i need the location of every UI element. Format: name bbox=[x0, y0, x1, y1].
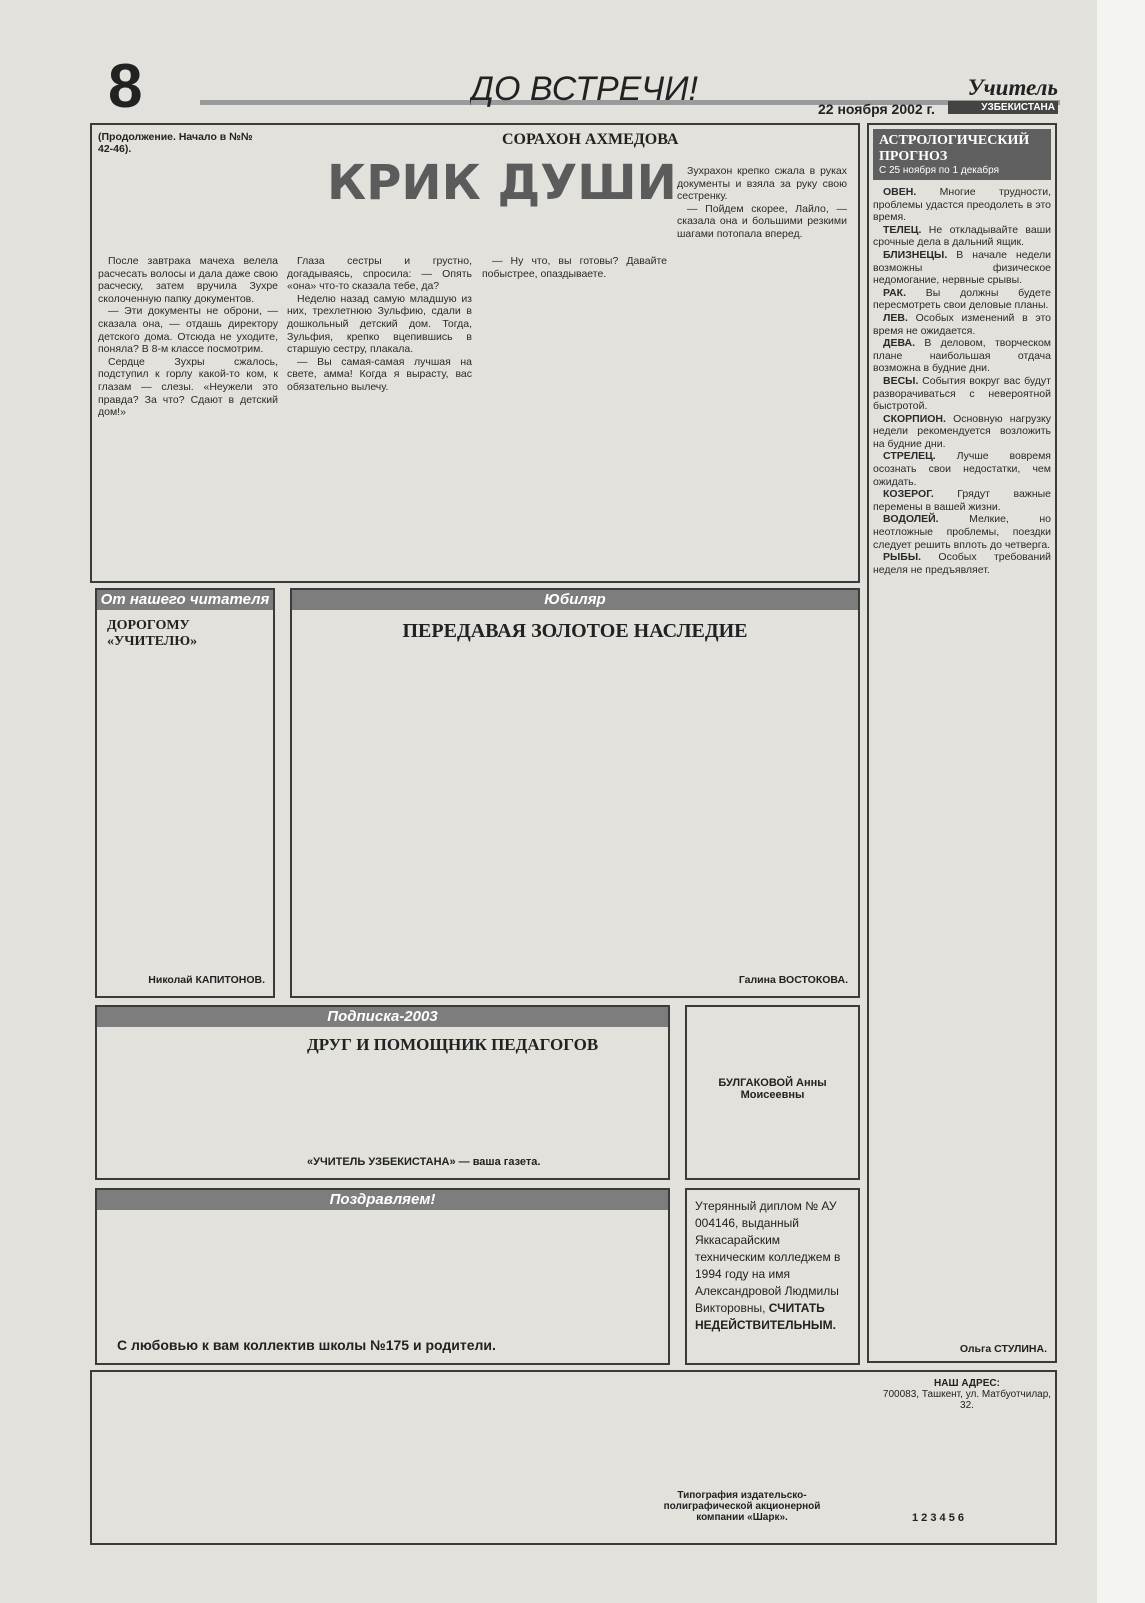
horoscope-entry bbox=[873, 375, 1051, 413]
article-column-4 bbox=[677, 165, 847, 241]
sign-text: Особых изменений в это время не ожидается. bbox=[873, 311, 1051, 337]
paragraph: Зухрахон крепко сжала в руках документы и взяла за руку свою сестренку. bbox=[677, 165, 847, 203]
horoscope-entry bbox=[873, 450, 1051, 488]
printing-house: Типография издательско-полиграфической акционерной компании «Шарк». bbox=[663, 1490, 821, 1523]
horoscope-entry bbox=[873, 551, 1051, 576]
horoscope-entry bbox=[873, 224, 1051, 249]
horoscope-entry bbox=[873, 312, 1051, 337]
astrology-title: АСТРОЛОГИЧЕСКИЙ ПРОГНОЗ bbox=[879, 133, 1030, 164]
paragraph: — Ну что, вы готовы? Давайте побыстрее, опаздываете. bbox=[482, 255, 667, 280]
jubilee-title: ПЕРЕДАВАЯ ЗОЛОТОЕ НАСЛЕДИЕ bbox=[402, 620, 748, 642]
paragraph: — Эти документы не оброни, — сказала она, — отдашь директору детского дома. Отсюда не уходите, поняла? В 8-м классе посмотрим. bbox=[98, 305, 278, 356]
masthead-logo bbox=[948, 75, 1058, 114]
lost-diploma-notice bbox=[685, 1188, 860, 1365]
sign-text: Мелкие, но неотложные проблемы, поездки следует решить вплоть до четверга. bbox=[873, 513, 1051, 551]
address-title: НАШ АДРЕС: bbox=[934, 1378, 1000, 1389]
sign-name: СКОРПИОН. bbox=[883, 412, 946, 425]
article-title: КРИК ДУШИ bbox=[327, 155, 677, 211]
article-column-2 bbox=[287, 255, 472, 394]
reader-letter bbox=[95, 588, 275, 998]
sign-name: ВЕСЫ. bbox=[883, 374, 919, 387]
article-continuation: (Продолжение. Начало в №№ 42-46). bbox=[98, 131, 253, 155]
subscription-title: ДРУГ И ПОМОЩНИК ПЕДАГОГОВ bbox=[307, 1035, 599, 1054]
article-column-1 bbox=[98, 255, 278, 419]
congratulations-box bbox=[95, 1188, 670, 1365]
sign-name: КОЗЕРОГ. bbox=[883, 488, 934, 501]
notice-text: Утерянный диплом № АУ 004146, выданный Яккасарайским техническим колледжем в 1994 году на имя Александровой Людмилы Викторовны, bbox=[695, 1199, 841, 1315]
horoscope-entry bbox=[873, 488, 1051, 513]
subscription-bar: Подписка-2003 bbox=[97, 1007, 668, 1027]
paragraph: — Вы самая-самая лучшая на свете, амма! Когда я вырасту, вас обязательно вылечу. bbox=[287, 355, 472, 393]
index-digits: 1 2 3 4 5 6 bbox=[912, 1512, 964, 1524]
paragraph: Глаза сестры и грустно, догадываясь, спросила: — Опять «она» что-то сказала тебе, да? bbox=[287, 255, 472, 293]
issue-date: 22 ноября 2002 г. bbox=[818, 101, 935, 117]
sign-name: БЛИЗНЕЦЫ. bbox=[883, 248, 948, 261]
section-title: ДО ВСТРЕЧИ! bbox=[470, 70, 698, 108]
horoscope-list bbox=[873, 186, 1051, 576]
page-number: 8 bbox=[108, 55, 143, 119]
sign-text: Основную нагрузку недели рекомендуется возложить на будние дни. bbox=[873, 412, 1051, 450]
article-column-3 bbox=[482, 255, 667, 280]
paragraph: — Пойдем скорее, Лайло, — сказала она и большими резкими шагами потопала вперед. bbox=[677, 202, 847, 240]
sign-name: СТРЕЛЕЦ. bbox=[883, 450, 936, 463]
article-author: СОРАХОН АХМЕДОВА bbox=[502, 131, 679, 148]
sign-text: Не откладывайте ваши срочные дела в дальний ящик. bbox=[873, 223, 1052, 249]
imprint-box bbox=[90, 1370, 1057, 1545]
congrats-sign: С любовью к вам коллектив школы №175 и родители. bbox=[117, 1337, 496, 1353]
horoscope-entry bbox=[873, 287, 1051, 312]
sign-name: ТЕЛЕЦ. bbox=[883, 223, 922, 236]
reader-title: ДОРОГОМУ «УЧИТЕЛЮ» bbox=[107, 618, 198, 649]
paragraph: После завтрака мачеха велела расчесать волосы и дала даже свою расческу, затем вручила Зухре сколоченную папку документов. bbox=[98, 255, 278, 305]
reader-author: Николай КАПИТОНОВ. bbox=[148, 974, 265, 986]
jubilee-bar: Юбиляр bbox=[292, 590, 858, 610]
horoscope-entry bbox=[873, 413, 1051, 451]
horoscope-entry bbox=[873, 337, 1051, 375]
sign-text: Вы должны будете пересмотреть свои деловые планы. bbox=[873, 286, 1051, 312]
paragraph: Сердце Зухры сжалось, подступил к горлу какой-то ком, к глазам — слезы. «Неужели это правда? За что? Сдают в детский дом!» bbox=[98, 355, 278, 419]
notice-emphasis: СЧИТАТЬ НЕДЕЙСТВИТЕЛЬНЫМ. bbox=[695, 1301, 836, 1332]
address-text: 700083, Ташкент, ул. Матбуотчилар, 32. bbox=[882, 1389, 1052, 1411]
subscription-sign: «УЧИТЕЛЬ УЗБЕКИСТАНА» — ваша газета. bbox=[307, 1156, 541, 1168]
subscription-box bbox=[95, 1005, 670, 1180]
sign-name: ОВЕН. bbox=[883, 186, 917, 198]
astrology-dates: С 25 ноября по 1 декабря bbox=[879, 165, 1000, 176]
scan-margin bbox=[1097, 0, 1145, 1603]
sign-text: Многие трудности, проблемы удастся преодолеть в это время. bbox=[873, 186, 1051, 224]
condolence-box bbox=[685, 1005, 860, 1180]
sign-name: ДЕВА. bbox=[883, 337, 916, 350]
logo-top: Учитель bbox=[967, 75, 1058, 100]
sign-text: В деловом, творческом плане наибольшая отдача возможна в будние дни. bbox=[873, 337, 1052, 375]
sign-name: РАК. bbox=[883, 286, 906, 299]
astrology-header bbox=[873, 129, 1051, 180]
sign-text: События вокруг вас будут разворачиваться с невероятной быстротой. bbox=[873, 374, 1051, 413]
reader-bar: От нашего читателя bbox=[97, 590, 273, 610]
logo-bottom: УЗБЕКИСТАНА bbox=[948, 101, 1058, 114]
jubilee-article bbox=[290, 588, 860, 998]
astrology-forecast bbox=[867, 123, 1057, 1363]
sign-name: ЛЕВ. bbox=[883, 311, 908, 324]
paragraph: Неделю назад самую младшую из них, трехлетнюю Зульфию, сдали в дошкольный детский дом. Тогда, Зульфия, крепко вцепившись в старшую сестру, плакала. bbox=[287, 292, 472, 356]
sign-text: Особых требований неделя не предъявляет. bbox=[873, 551, 1052, 576]
congrats-bar: Поздравляем! bbox=[97, 1190, 668, 1210]
horoscope-entry bbox=[873, 249, 1051, 287]
address-block bbox=[882, 1378, 1052, 1411]
jubilee-author: Галина ВОСТОКОВА. bbox=[738, 974, 848, 986]
cry-of-soul-article bbox=[90, 123, 860, 583]
sign-name: РЫБЫ. bbox=[883, 551, 922, 564]
sign-name: ВОДОЛЕЙ. bbox=[883, 513, 939, 526]
astrology-author: Ольга СТУЛИНА. bbox=[959, 1343, 1047, 1355]
sign-text: Лучше вовремя осознать свои недостатки, чем ожидать. bbox=[873, 450, 1051, 488]
horoscope-entry bbox=[873, 186, 1051, 224]
horoscope-entry bbox=[873, 513, 1051, 551]
sign-text: Грядут важные перемены в вашей жизни. bbox=[873, 488, 1051, 513]
sign-text: В начале недели возможны физическое недомогание, нервные срывы. bbox=[873, 248, 1052, 287]
condolence-name: БУЛГАКОВОЙ Анны Моисеевны bbox=[718, 1077, 827, 1101]
